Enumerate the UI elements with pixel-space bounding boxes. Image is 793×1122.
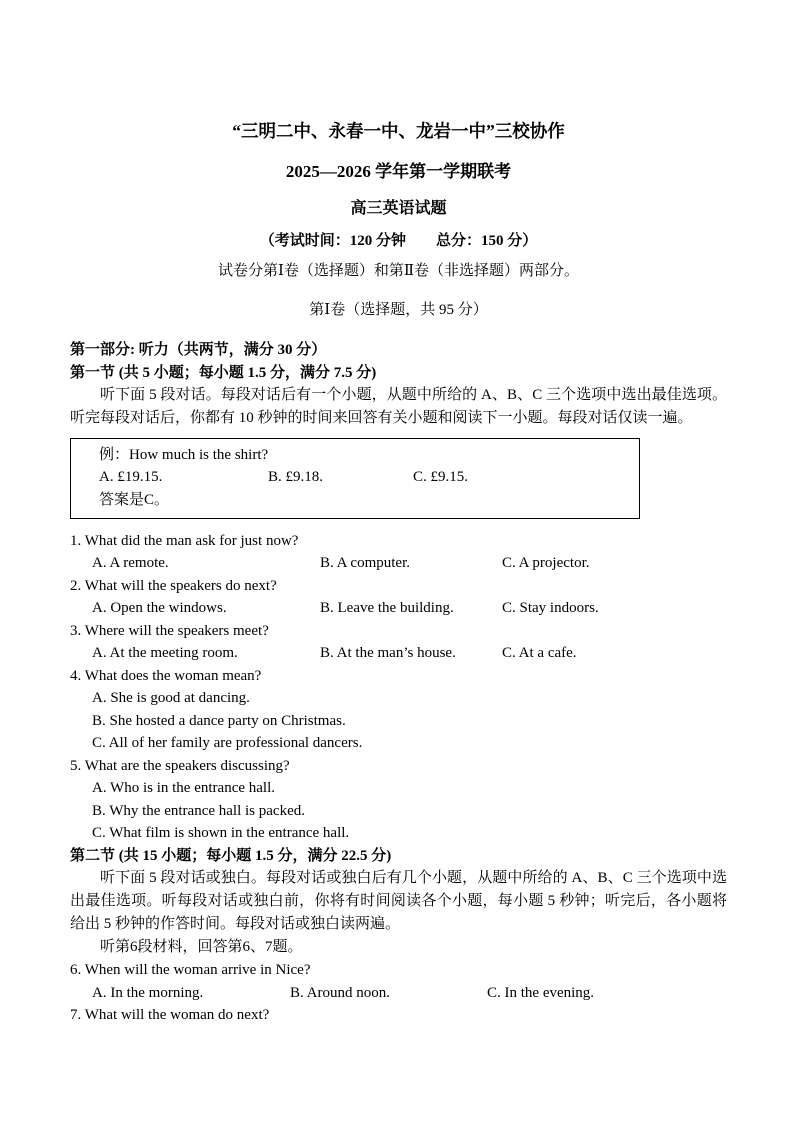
section1-heading: 第一节 (共 5 小题；每小题 1.5 分，满分 7.5 分) [70,364,377,381]
question-6 [70,959,727,1004]
example-option-a: A. £19.15. [99,469,163,485]
example-prompt: 例：How much is the shirt? [99,447,269,463]
option-c: C. Stay indoors. [502,600,599,616]
material-6-note: 听第6段材料，回答第6、7题。 [100,939,303,955]
paper-title-subject: 高三英语试题 [350,200,447,217]
question-text: 7. What will the woman do next? [70,1007,270,1023]
part1-heading: 第一部分: 听力（共两节，满分 30 分） [70,342,327,358]
question-options [70,982,727,1005]
paper-title-schools: “三明二中、永春一中、龙岩一中”三校协作 [232,121,565,141]
example-box [70,438,640,519]
question-3 [70,620,727,665]
volume1-title: 第Ⅰ卷（选择题，共 95 分） [309,302,488,318]
question-options [70,642,727,665]
option-a: A. Who is in the entrance hall. [92,780,276,796]
section2-instructions: 听下面 5 段对话或独白。每段对话或独白后有几个小题，从题中所给的 A、B、C 三个选项中选出最佳选项。听每段对话或独白前，你将有时间阅读各个小题，每小题 5 秒钟；听完后，各小题将给出 5 秒钟的作答时间。每段对话或独白读两遍。 [70,870,727,932]
question-2 [70,575,727,620]
example-options [99,466,629,489]
example-option-c: C. £9.15. [413,469,469,485]
question-text: 4. What does the woman mean? [70,667,262,684]
question-options [70,597,727,620]
paper-time-score: （考试时间：120 分钟 总分：150 分） [259,233,538,249]
example-answer: 答案是C。 [99,491,170,508]
option-b: B. Why the entrance hall is packed. [92,802,305,819]
example-option-b: B. £9.18. [268,469,324,485]
option-c: C. In the evening. [487,984,595,1001]
paper-title-term: 2025—2026 学年第一学期联考 [285,162,512,181]
option-b: B. Around noon. [290,984,391,1001]
question-text: 1. What did the man ask for just now? [70,532,299,549]
question-7 [70,1004,727,1027]
question-options [70,552,727,575]
option-c: C. What film is shown in the entrance hall. [92,825,350,841]
question-text: 6. When will the woman arrive in Nice? [70,962,311,978]
option-b: B. A computer. [320,555,410,571]
question-text: 2. What will the speakers do next? [70,577,277,594]
question-1 [70,530,727,575]
paper-structure-note: 试卷分第Ⅰ卷（选择题）和第Ⅱ卷（非选择题）两部分。 [217,263,580,279]
section2-heading: 第二节 (共 15 小题；每小题 1.5 分，满分 22.5 分) [70,847,392,864]
option-c: C. At a cafe. [502,645,577,661]
option-a: A. Open the windows. [92,600,227,616]
option-a: A. A remote. [92,555,169,571]
question-text: 3. Where will the speakers meet? [70,622,269,639]
question-5 [70,755,727,845]
option-b: B. At the man’s house. [320,645,456,661]
section1-instructions: 听下面 5 段对话。每段对话后有一个小题，从题中所给的 A、B、C 三个选项中选出最佳选项。听完每段对话后，你都有 10 秒钟的时间来回答有关小题和阅读下一小题。每段对话仅读一遍。 [70,387,727,426]
question-text: 5. What are the speakers discussing? [70,757,290,774]
option-b: B. She hosted a dance party on Christmas. [92,712,346,729]
option-c: C. A projector. [502,555,590,571]
question-4 [70,665,727,755]
option-a: A. She is good at dancing. [92,690,250,706]
option-a: A. At the meeting room. [92,645,238,661]
option-b: B. Leave the building. [320,600,454,616]
option-a: A. In the morning. [92,984,204,1001]
option-c: C. All of her family are professional dancers. [92,735,363,751]
